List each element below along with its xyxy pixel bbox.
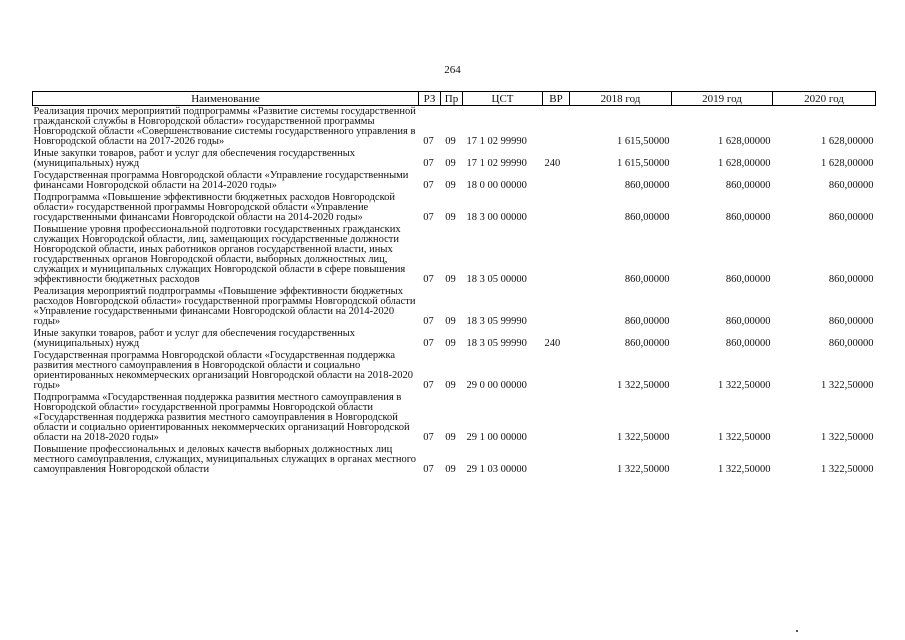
header-rz: РЗ (419, 92, 441, 106)
table-body (33, 106, 876, 477)
cell-2019: 1 628,00000 (718, 136, 771, 147)
cell-cst: 17 1 02 99990 (466, 136, 527, 147)
budget-table (32, 91, 876, 476)
cell-name: Повышение профессиональных и деловых качеств выборных должностных лиц местного самоуправления, служащих, муниципальных служащих в органах местного самоуправления Новгородской области (33, 444, 417, 475)
header-name: Наименование (33, 92, 419, 106)
header-2018: 2018 год (570, 92, 672, 106)
cell-2018: 860,00000 (624, 212, 670, 223)
cell-name: Подпрограмма «Государственная поддержка развития местного самоуправления в Новгородской области» государственной программы Новгородской области «Государственная поддержка развития местного самоуправления в Новгородской области и социально ориентированных некоммерческих организаций Новгородской области на 2018-2020 годы» (33, 392, 410, 443)
cell-2018: 1 615,50000 (617, 136, 670, 147)
cell-2019: 860,00000 (725, 212, 771, 223)
cell-2019: 1 322,50000 (718, 432, 771, 443)
cell-2020: 1 322,50000 (821, 464, 874, 475)
header-vr: ВР (543, 92, 570, 106)
cell-vr (543, 350, 570, 392)
cell-pr: 09 (445, 212, 456, 223)
cell-pr: 09 (445, 464, 456, 475)
cell-2018: 860,00000 (624, 274, 670, 285)
cell-name: Реализация прочих мероприятий подпрограммы «Развитие системы государственной гражданской службы в Новгородской области» государственной программы Новгородской области «Совершенствование системы государственного управления в Новгородской области на 2017-2026 годы» (33, 106, 416, 147)
cell-2018: 860,00000 (624, 316, 670, 327)
cell-pr: 09 (445, 274, 456, 285)
cell-cst: 18 3 05 00000 (466, 274, 527, 285)
cell-name: Иные закупки товаров, работ и услуг для обеспечения государственных (муниципальных) нужд (33, 148, 356, 169)
cell-vr (543, 106, 570, 149)
table-row (33, 106, 876, 149)
cell-cst: 18 3 00 00000 (466, 212, 527, 223)
cell-2020: 1 628,00000 (821, 136, 874, 147)
cell-2018: 1 322,50000 (617, 464, 670, 475)
table-row (33, 392, 876, 444)
cell-2020: 1 628,00000 (821, 158, 874, 169)
cell-2020: 1 322,50000 (821, 380, 874, 391)
cell-rz: 07 (423, 464, 434, 475)
cell-pr: 09 (445, 136, 456, 147)
cell-2019: 1 628,00000 (718, 158, 771, 169)
cell-rz: 07 (423, 136, 434, 147)
cell-cst: 18 3 05 99990 (466, 316, 527, 327)
cell-pr: 09 (445, 180, 456, 191)
cell-name: Повышение уровня профессиональной подготовки государственных гражданских служащих Новгородской области, лиц, замещающих государственные должности Новгородской области, иных работников органов государственной власти, иных государственных органов Новгородской области, выборных должностных лиц, служащих и муниципальных служащих Новгородской области в сфере повышения эффективности бюджетных расходов (33, 224, 406, 285)
cell-2019: 860,00000 (725, 338, 771, 349)
table-header-row (33, 92, 876, 106)
cell-cst: 29 1 00 00000 (466, 432, 527, 443)
cell-2019: 860,00000 (725, 316, 771, 327)
cell-2018: 1 615,50000 (617, 158, 670, 169)
header-pr: Пр (441, 92, 463, 106)
cell-rz: 07 (423, 380, 434, 391)
cell-2020: 1 322,50000 (821, 432, 874, 443)
cell-rz: 07 (423, 274, 434, 285)
header-2019: 2019 год (672, 92, 773, 106)
cell-name: Государственная программа Новгородской области «Управление государственными финансами Новгородской области на 2014-2020 годы» (33, 170, 409, 191)
cell-vr (543, 170, 570, 192)
table-row (33, 148, 876, 170)
cell-2020: 860,00000 (828, 180, 874, 191)
table-row (33, 286, 876, 328)
cell-2020: 860,00000 (828, 316, 874, 327)
cell-2020: 860,00000 (828, 274, 874, 285)
cell-vr: 240 (544, 338, 561, 349)
cell-vr (543, 444, 570, 476)
page-number: 264 (444, 64, 461, 76)
cell-pr: 09 (445, 316, 456, 327)
cell-2020: 860,00000 (828, 212, 874, 223)
cell-cst: 18 0 00 00000 (466, 180, 527, 191)
cell-vr (543, 392, 570, 444)
cell-pr: 09 (445, 338, 456, 349)
cell-2018: 860,00000 (624, 338, 670, 349)
cell-rz: 07 (423, 432, 434, 443)
cell-rz: 07 (423, 212, 434, 223)
cell-cst: 18 3 05 99990 (466, 338, 527, 349)
cell-2019: 1 322,50000 (718, 464, 771, 475)
cell-cst: 29 1 03 00000 (466, 464, 527, 475)
cell-name: Подпрограмма «Повышение эффективности бюджетных расходов Новгородской области» государственной программы Новгородской области «Управление государственными финансами Новгородской области на 2014-2020 годы» (33, 192, 396, 223)
cell-name: Иные закупки товаров, работ и услуг для обеспечения государственных (муниципальных) нужд (33, 328, 356, 349)
table-row (33, 328, 876, 350)
cell-vr (543, 192, 570, 224)
cell-name: Государственная программа Новгородской области «Государственная поддержка развития местного самоуправления в Новгородской области и социально ориентированных некоммерческих организаций Новгородской области на 2018-2020 годы» (33, 350, 414, 391)
header-cst: ЦСТ (463, 92, 543, 106)
table-row (33, 350, 876, 392)
cell-rz: 07 (423, 180, 434, 191)
cell-2018: 860,00000 (624, 180, 670, 191)
cell-2020: 860,00000 (828, 338, 874, 349)
table-row (33, 224, 876, 286)
cell-cst: 29 0 00 00000 (466, 380, 527, 391)
cell-vr: 240 (544, 158, 561, 169)
scan-artifact-dot (796, 630, 798, 632)
cell-2019: 860,00000 (725, 274, 771, 285)
cell-rz: 07 (423, 338, 434, 349)
cell-vr (543, 286, 570, 328)
cell-2018: 1 322,50000 (617, 380, 670, 391)
table-row (33, 170, 876, 192)
cell-2018: 1 322,50000 (617, 432, 670, 443)
cell-rz: 07 (423, 316, 434, 327)
cell-cst: 17 1 02 99990 (466, 158, 527, 169)
cell-pr: 09 (445, 432, 456, 443)
header-2020: 2020 год (773, 92, 876, 106)
cell-pr: 09 (445, 380, 456, 391)
cell-name: Реализация мероприятий подпрограммы «Повышение эффективности бюджетных расходов Новгородской области» государственной программы Новгородской области «Управление государственными финансами Новгородской области на 2014-2020 годы» (33, 286, 416, 327)
cell-pr: 09 (445, 158, 456, 169)
table-row (33, 192, 876, 224)
cell-vr (543, 224, 570, 286)
cell-rz: 07 (423, 158, 434, 169)
table-row (33, 444, 876, 476)
cell-2019: 860,00000 (725, 180, 771, 191)
cell-2019: 1 322,50000 (718, 380, 771, 391)
